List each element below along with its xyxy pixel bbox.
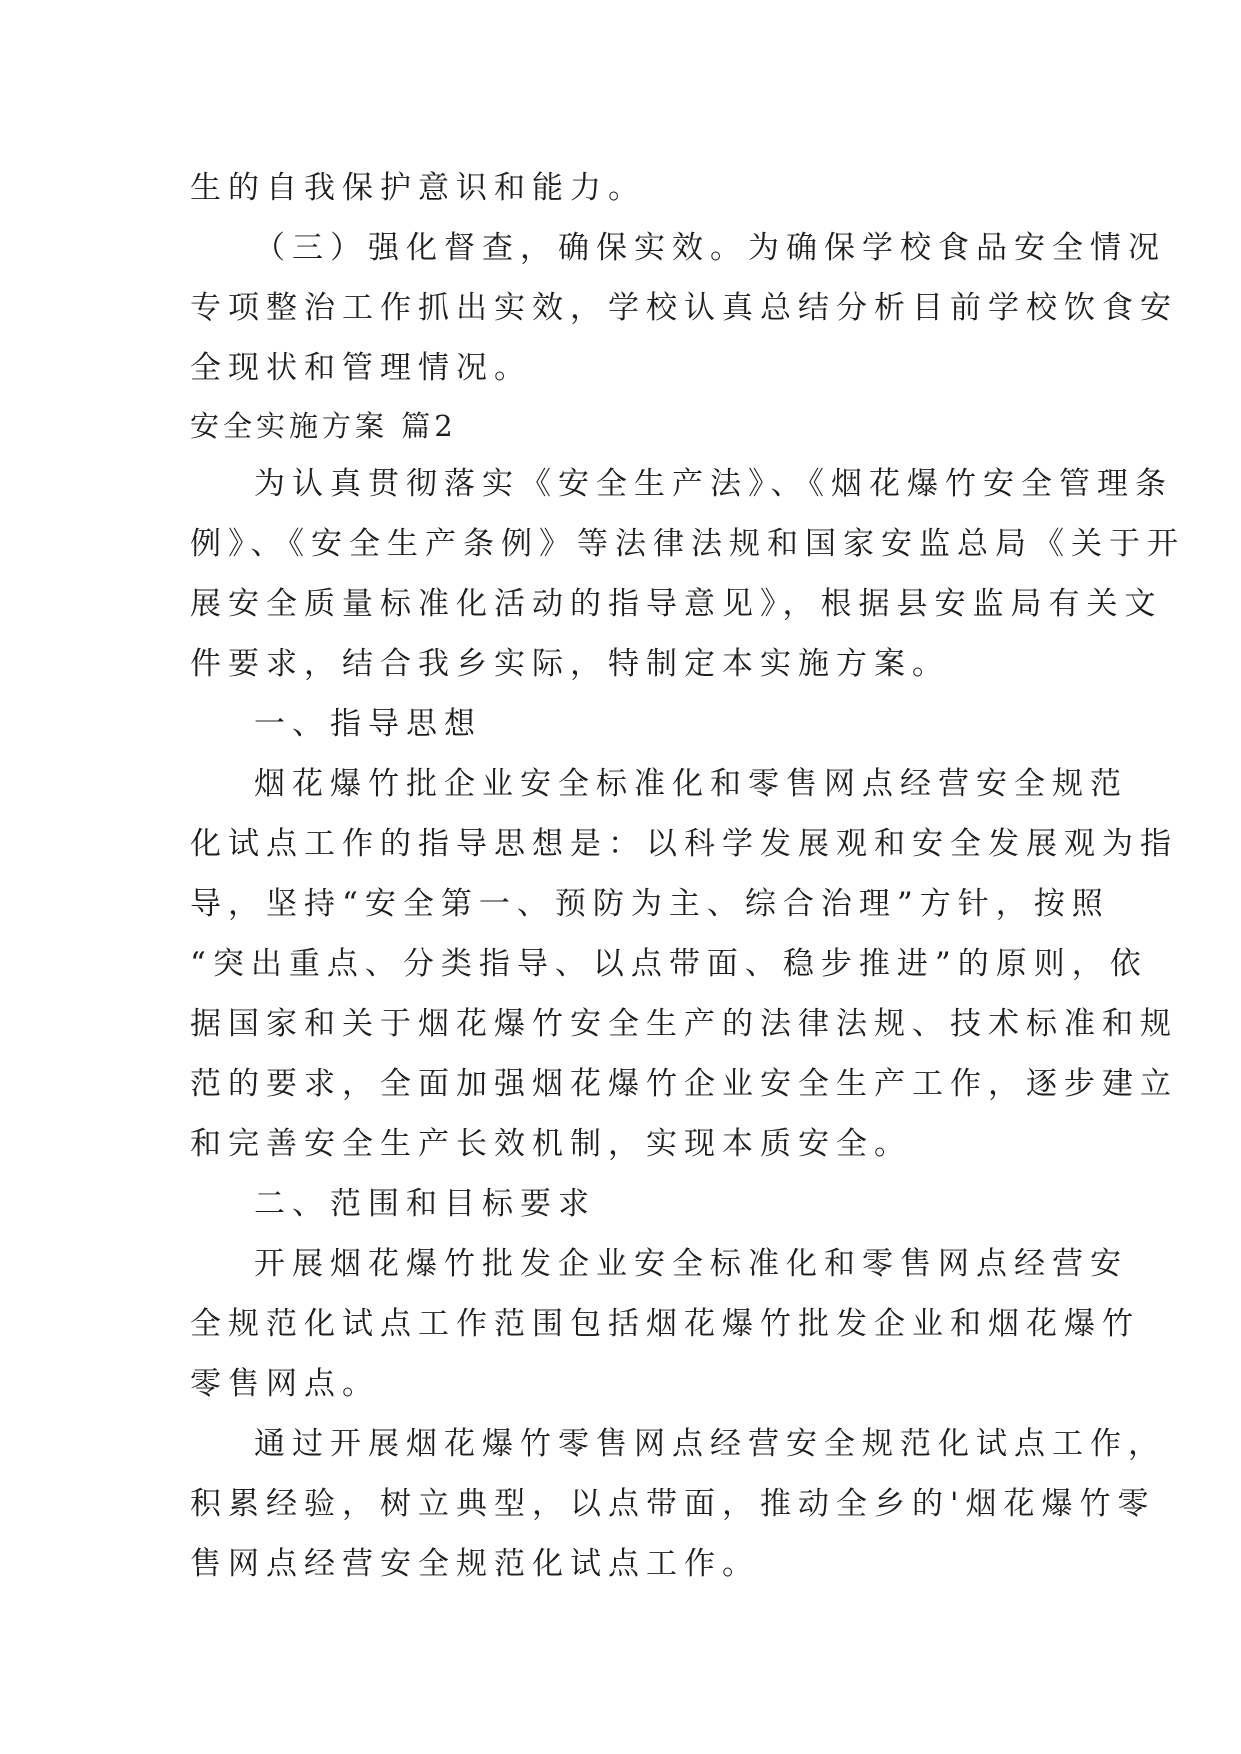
paragraph-line: 和完善安全生产长效机制，实现本质安全。 xyxy=(190,1126,912,1162)
paragraph-line: 生的自我保护意识和能力。 xyxy=(190,170,646,206)
subsection-heading: 一、指导思想 xyxy=(254,706,482,742)
section-heading: 安全实施方案 篇2 xyxy=(190,409,457,443)
paragraph-line: 全现状和管理情况。 xyxy=(190,350,532,386)
paragraph-line: 导，坚持“安全第一、预防为主、综合治理”方针，按照 xyxy=(190,886,1110,922)
paragraph-line: 积累经验，树立典型，以点带面，推动全乡的'烟花爆竹零 xyxy=(190,1486,1156,1522)
paragraph-line: 零售网点。 xyxy=(190,1366,380,1402)
paragraph-line: 范的要求，全面加强烟花爆竹企业安全生产工作，逐步建立 xyxy=(190,1066,1178,1102)
paragraph-line: 例》、《安全生产条例》等法律法规和国家安监总局《关于开 xyxy=(190,526,1185,562)
paragraph-line: 售网点经营安全规范化试点工作。 xyxy=(190,1546,760,1582)
paragraph-line: 烟花爆竹批企业安全标准化和零售网点经营安全规范 xyxy=(254,766,1128,802)
paragraph-line: （三）强化督查，确保实效。为确保学校食品安全情况 xyxy=(254,230,1166,266)
paragraph-line: 展安全质量标准化活动的指导意见》，根据县安监局有关文 xyxy=(190,586,1163,622)
paragraph-line: “突出重点、分类指导、以点带面、稳步推进”的原则，依 xyxy=(190,946,1148,982)
paragraph-line: 开展烟花爆竹批发企业安全标准化和零售网点经营安 xyxy=(254,1246,1128,1282)
subsection-heading: 二、范围和目标要求 xyxy=(254,1186,596,1222)
paragraph-line: 通过开展烟花爆竹零售网点经营安全规范化试点工作， xyxy=(254,1426,1166,1462)
paragraph-line: 件要求，结合我乡实际，特制定本实施方案。 xyxy=(190,646,950,682)
paragraph-line: 全规范化试点工作范围包括烟花爆竹批发企业和烟花爆竹 xyxy=(190,1306,1140,1342)
paragraph-line: 据国家和关于烟花爆竹安全生产的法律法规、技术标准和规 xyxy=(190,1006,1178,1042)
paragraph-line: 为认真贯彻落实《安全生产法》、《烟花爆竹安全管理条 xyxy=(254,466,1173,502)
document-page xyxy=(190,158,1185,1594)
paragraph-line: 专项整治工作抓出实效，学校认真总结分析目前学校饮食安 xyxy=(190,290,1178,326)
paragraph-line: 化试点工作的指导思想是：以科学发展观和安全发展观为指 xyxy=(190,826,1178,862)
